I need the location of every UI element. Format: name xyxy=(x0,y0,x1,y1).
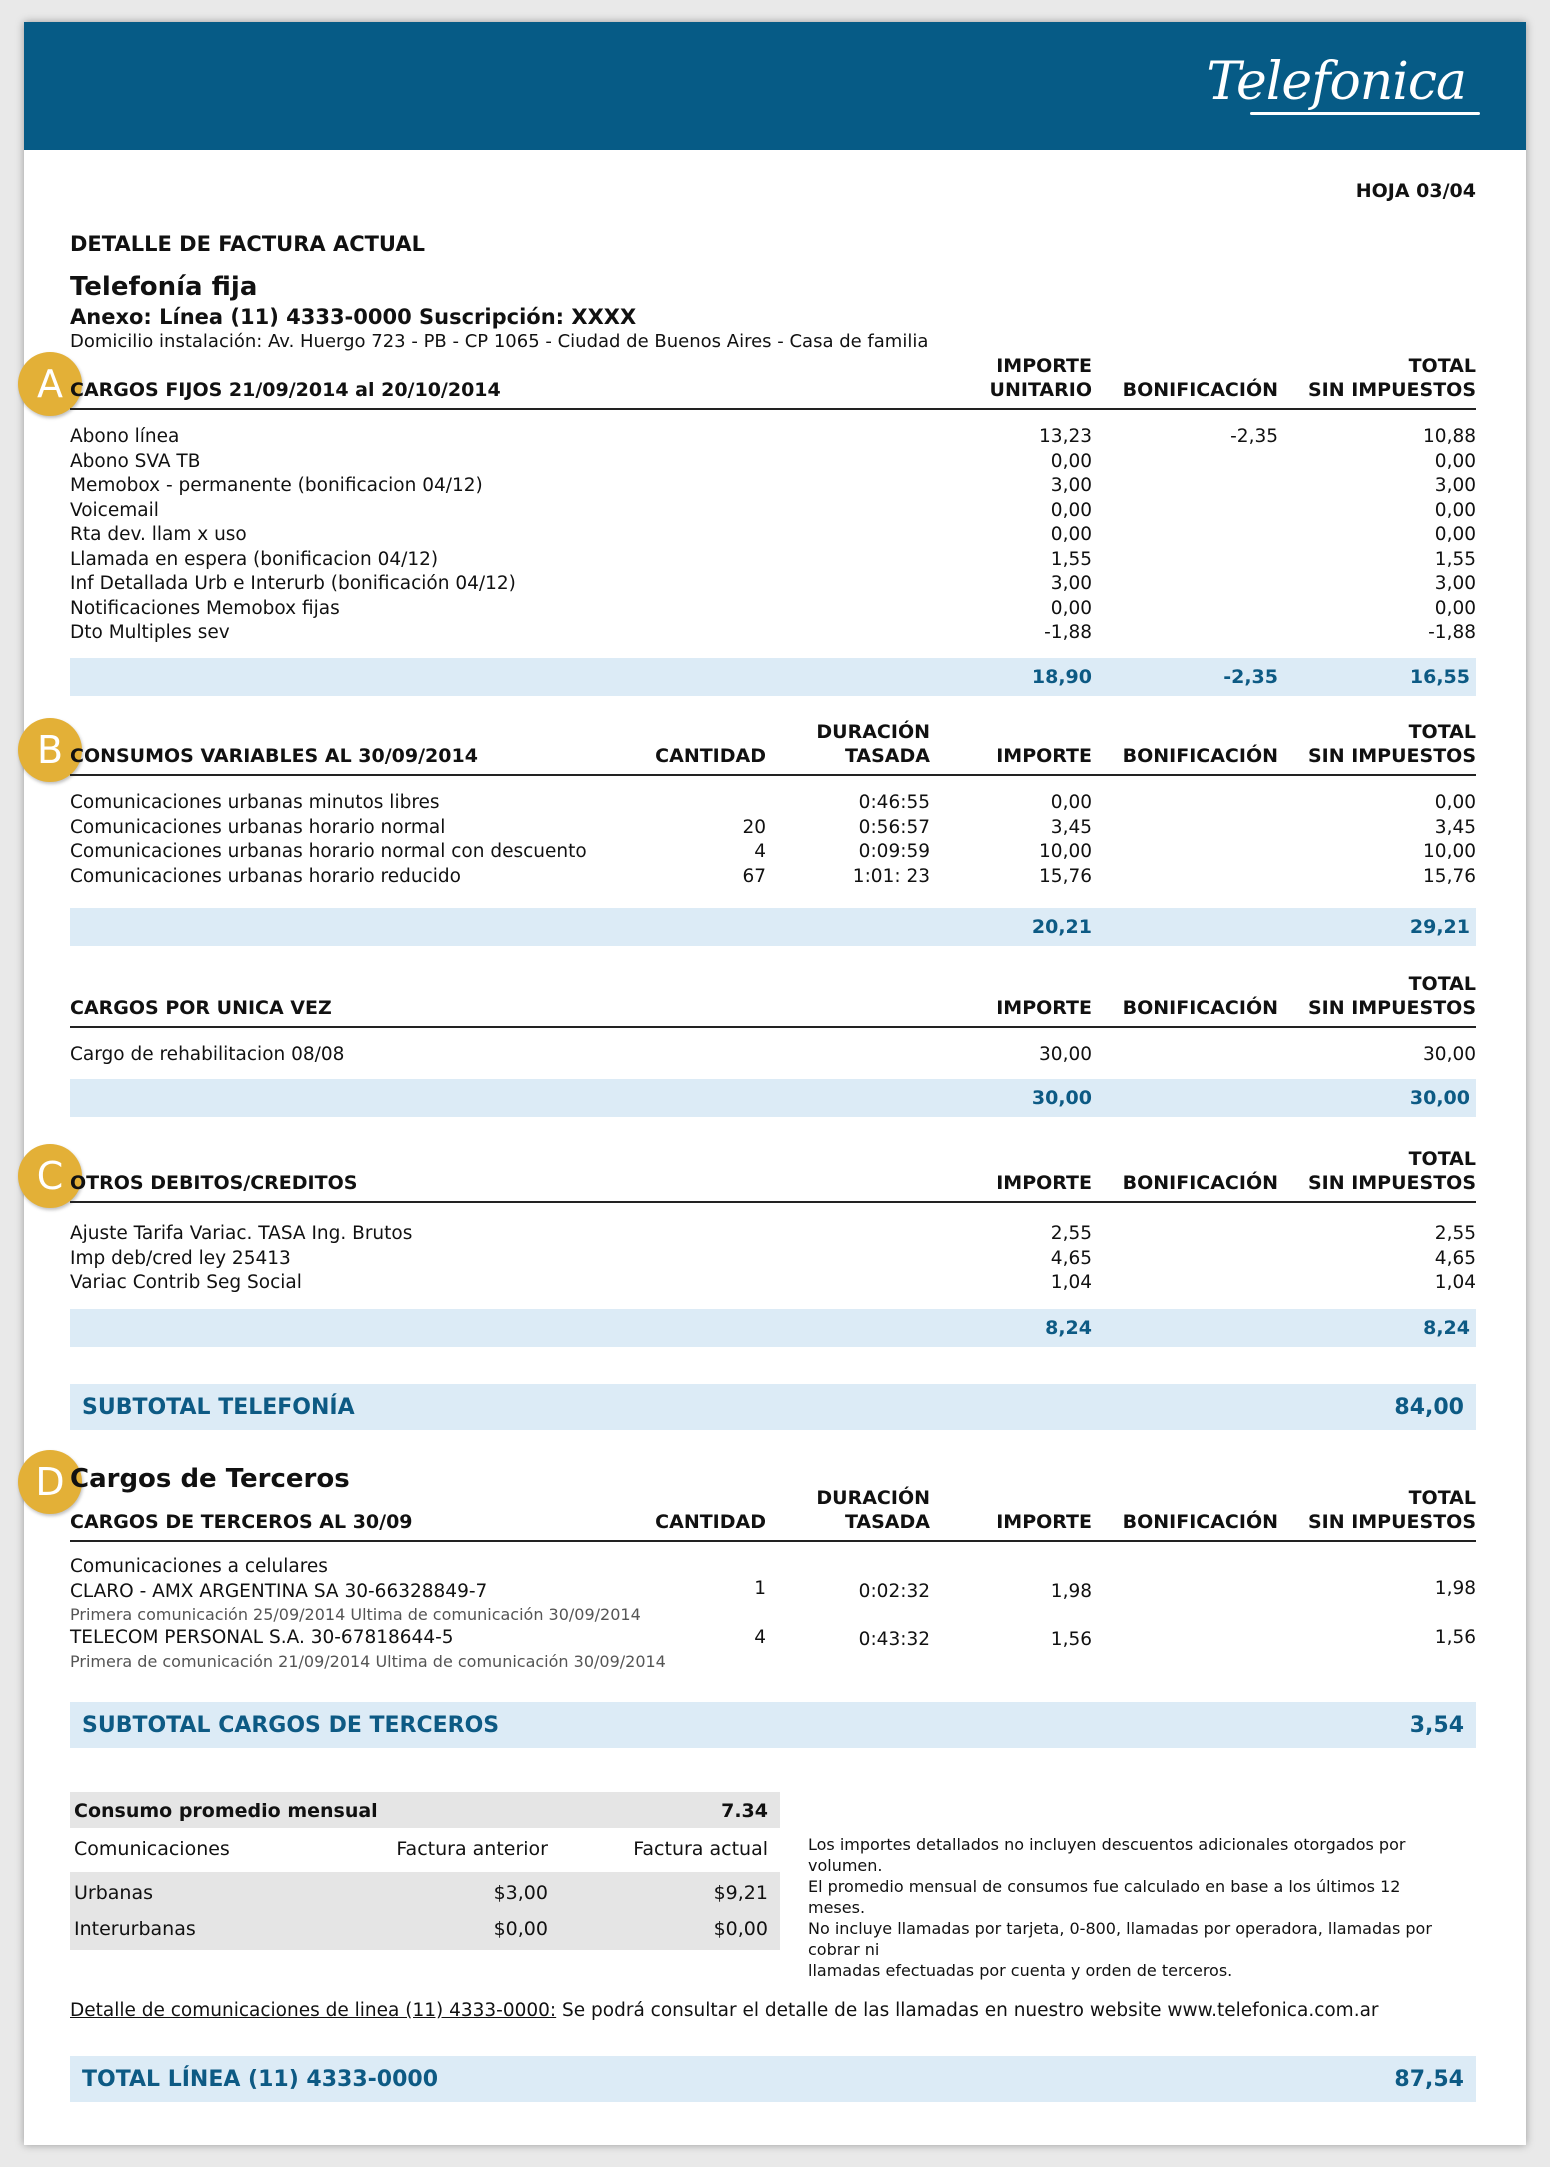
row-label: Comunicaciones urbanas horario normal con descuento xyxy=(70,841,587,862)
sum-amount: 8,24 xyxy=(1045,1316,1092,1339)
line-total xyxy=(70,2056,1476,2102)
subtotal-label: SUBTOTAL TELEFONÍA xyxy=(82,1395,355,1420)
row-total: 0,00 xyxy=(1434,597,1476,619)
sheet-number: HOJA 03/04 xyxy=(1355,180,1476,202)
table-row xyxy=(70,426,1476,451)
table-row xyxy=(70,1044,1476,1069)
other-debits-section xyxy=(70,1148,1476,1347)
table-row xyxy=(70,792,1476,817)
service-title: Telefonía fija xyxy=(70,272,258,302)
row-qty: 4 xyxy=(754,841,766,862)
variable-title: CONSUMOS VARIABLES AL 30/09/2014 xyxy=(70,745,478,767)
average-value: 7.34 xyxy=(721,1800,768,1822)
table-row xyxy=(70,500,1476,525)
col-previous: Factura anterior xyxy=(396,1838,548,1860)
fixed-charges-section xyxy=(70,355,1476,696)
row-label: Dto Multiples sev xyxy=(70,622,230,643)
table-row xyxy=(70,1910,780,1946)
row-label: Memobox - permanente (bonificacion 04/12) xyxy=(70,475,483,496)
row-total: 30,00 xyxy=(1423,1044,1476,1065)
row-label: Notificaciones Memobox fijas xyxy=(70,597,340,619)
col-duration: DURACIÓN TASADA xyxy=(816,1487,930,1533)
table-row xyxy=(70,1223,1476,1248)
col-amount: IMPORTE xyxy=(996,745,1092,767)
col-amount: IMPORTE xyxy=(996,1172,1092,1194)
col-total: TOTAL SIN IMPUESTOS xyxy=(1307,721,1476,767)
row-label: Voicemail xyxy=(70,499,159,521)
row-label: Ajuste Tarifa Variac. TASA Ing. Brutos xyxy=(70,1223,413,1244)
row-total: 3,00 xyxy=(1434,475,1476,496)
row-total: 1,55 xyxy=(1434,548,1476,570)
row-amount: 4,65 xyxy=(1050,1247,1092,1269)
row-label: TELECOM PERSONAL S.A. 30-67818644-5 xyxy=(70,1627,454,1648)
row-unit: 3,00 xyxy=(1050,573,1092,594)
row-amount: 30,00 xyxy=(1039,1044,1092,1065)
variable-header xyxy=(70,721,1476,776)
row-duration: 0:43:32 xyxy=(858,1629,930,1650)
row-amount: 3,45 xyxy=(1050,816,1092,838)
row-label: Variac Contrib Seg Social xyxy=(70,1272,302,1293)
row-total: -1,88 xyxy=(1428,622,1476,643)
col-qty: CANTIDAD xyxy=(655,1511,766,1533)
row-label: CLARO - AMX ARGENTINA SA 30-66328849-7 xyxy=(70,1580,488,1602)
row-unit: 0,00 xyxy=(1050,499,1092,521)
row-total: 0,00 xyxy=(1434,792,1476,813)
logo-underline xyxy=(1250,112,1480,115)
row-unit: 0,00 xyxy=(1050,450,1092,472)
call-detail-line xyxy=(70,2000,1476,2021)
row-duration: 0:02:32 xyxy=(858,1580,930,1602)
col-bonus: BONIFICACIÓN xyxy=(1122,997,1278,1019)
badge-a: A xyxy=(18,352,82,416)
sum-amount: 30,00 xyxy=(1031,1086,1092,1109)
col-communications: Comunicaciones xyxy=(74,1838,230,1860)
badge-d: D xyxy=(18,1450,82,1514)
col-total: TOTAL SIN IMPUESTOS xyxy=(1307,1148,1476,1194)
third-party-heading: Cargos de Terceros xyxy=(70,1464,350,1494)
subtotal-third-party xyxy=(70,1702,1476,1748)
row-total: 2,55 xyxy=(1434,1223,1476,1244)
row-previous: $3,00 xyxy=(493,1882,548,1904)
col-amount: IMPORTE xyxy=(996,997,1092,1019)
other-title: OTROS DEBITOS/CREDITOS xyxy=(70,1172,358,1194)
col-current: Factura actual xyxy=(633,1838,768,1860)
row-duration: 0:09:59 xyxy=(858,841,930,862)
row-amount: 2,55 xyxy=(1050,1223,1092,1244)
row-label: Cargo de rehabilitacion 08/08 xyxy=(70,1044,345,1065)
col-total: TOTAL SIN IMPUESTOS xyxy=(1307,1487,1476,1533)
table-row xyxy=(70,1874,780,1910)
row-label: Abono línea xyxy=(70,426,180,447)
badge-c: C xyxy=(18,1144,82,1208)
document-title: DETALLE DE FACTURA ACTUAL xyxy=(70,232,425,256)
average-rows xyxy=(70,1872,780,1950)
table-row xyxy=(70,475,1476,500)
table-row xyxy=(70,573,1476,598)
table-row xyxy=(70,598,1476,623)
total-label: TOTAL LÍNEA (11) 4333-0000 xyxy=(82,2067,439,2092)
row-total: 10,88 xyxy=(1423,426,1476,447)
call-detail-text: Se podrá consultar el detalle de las llamadas en nuestro website www.telefonica.com.ar xyxy=(556,2000,1379,2021)
sum-total: 16,55 xyxy=(1409,665,1470,688)
average-title: Consumo promedio mensual xyxy=(74,1800,378,1822)
row-current: $0,00 xyxy=(713,1918,768,1940)
row-amount: 1,04 xyxy=(1050,1272,1092,1293)
row-qty: 1 xyxy=(754,1577,766,1599)
row-unit: 3,00 xyxy=(1050,475,1092,496)
table-row xyxy=(70,841,1476,866)
row-total: 1,98 xyxy=(1434,1577,1476,1599)
col-bonus: BONIFICACIÓN xyxy=(1122,1511,1278,1533)
one-time-header xyxy=(70,973,1476,1028)
row-duration: 0:56:57 xyxy=(858,816,930,838)
average-title-row xyxy=(70,1792,780,1828)
row-label: Rta dev. llam x uso xyxy=(70,524,247,545)
row-qty: 67 xyxy=(742,865,766,887)
row-total: 3,45 xyxy=(1434,816,1476,838)
row-total: 10,00 xyxy=(1423,841,1476,862)
sum-bonus: -2,35 xyxy=(1223,665,1278,688)
sum-unit: 18,90 xyxy=(1031,665,1092,688)
sum-amount: 20,21 xyxy=(1031,916,1092,938)
col-amount: IMPORTE xyxy=(996,1511,1092,1533)
row-label: Comunicaciones urbanas minutos libres xyxy=(70,792,440,813)
subtotal-value: 84,00 xyxy=(1394,1395,1464,1420)
fixed-charges-total-row xyxy=(70,658,1476,696)
row-total: 15,76 xyxy=(1423,865,1476,887)
header-bar xyxy=(24,22,1526,150)
table-row xyxy=(70,817,1476,842)
row-previous: $0,00 xyxy=(493,1918,548,1940)
one-time-charges-section xyxy=(70,973,1476,1117)
table-row xyxy=(70,451,1476,476)
subtotal-telefonia xyxy=(70,1384,1476,1430)
row-current: $9,21 xyxy=(713,1882,768,1904)
note-line: El promedio mensual de consumos fue calculado en base a los últimos 12 meses. xyxy=(808,1877,1401,1917)
table-row xyxy=(70,1272,1476,1297)
subtotal-label: SUBTOTAL CARGOS DE TERCEROS xyxy=(82,1713,500,1738)
row-unit: 1,55 xyxy=(1050,548,1092,570)
total-value: 87,54 xyxy=(1394,2067,1464,2092)
row-label: Interurbanas xyxy=(74,1918,196,1940)
row-total: 1,04 xyxy=(1434,1272,1476,1293)
col-qty: CANTIDAD xyxy=(655,745,766,767)
badge-b: B xyxy=(18,718,82,782)
table-row xyxy=(70,622,1476,647)
average-header-row xyxy=(70,1828,780,1872)
note-line: llamadas efectuadas por cuenta y orden de terceros. xyxy=(808,1961,1233,1980)
col-bonus: BONIFICACIÓN xyxy=(1122,1172,1278,1194)
row-total: 3,00 xyxy=(1434,573,1476,594)
sum-total: 30,00 xyxy=(1409,1086,1470,1109)
note-line: Los importes detallados no incluyen descuentos adicionales otorgados por volumen. xyxy=(808,1835,1406,1875)
col-total: TOTAL SIN IMPUESTOS xyxy=(1307,973,1476,1019)
row-bonus: -2,35 xyxy=(1230,426,1278,447)
call-detail-label: Detalle de comunicaciones de linea (11) 4333-0000: xyxy=(70,2000,557,2021)
col-total: TOTAL SIN IMPUESTOS xyxy=(1307,355,1476,401)
disclaimer-note xyxy=(808,1834,1448,1981)
row-note-text: Primera de comunicación 21/09/2014 Ultima de comunicación 30/09/2014 xyxy=(70,1651,666,1671)
row-label: Imp deb/cred ley 25413 xyxy=(70,1247,291,1269)
third-party-title: CARGOS DE TERCEROS AL 30/09 xyxy=(70,1511,413,1533)
row-amount: 10,00 xyxy=(1039,841,1092,862)
row-amount: 1,56 xyxy=(1050,1629,1092,1650)
row-total: 0,00 xyxy=(1434,450,1476,472)
row-unit: 0,00 xyxy=(1050,597,1092,619)
row-qty: 20 xyxy=(742,816,766,838)
one-time-total-row xyxy=(70,1079,1476,1117)
one-time-title: CARGOS POR UNICA VEZ xyxy=(70,997,332,1019)
other-header xyxy=(70,1148,1476,1203)
row-total: 0,00 xyxy=(1434,499,1476,521)
row-duration: 0:46:55 xyxy=(858,792,930,813)
col-duration: DURACIÓN TASADA xyxy=(816,721,930,767)
row-label: Abono SVA TB xyxy=(70,450,201,472)
row-total: 4,65 xyxy=(1434,1247,1476,1269)
row-total: 0,00 xyxy=(1434,524,1476,545)
row-label: Comunicaciones urbanas horario reducido xyxy=(70,865,461,887)
col-bonus: BONIFICACIÓN xyxy=(1122,745,1278,767)
fixed-charges-header xyxy=(70,355,1476,410)
row-amount: 1,98 xyxy=(1050,1580,1092,1602)
row-note xyxy=(70,1605,1476,1627)
table-row xyxy=(70,549,1476,574)
row-unit: -1,88 xyxy=(1044,622,1092,643)
table-row xyxy=(70,1248,1476,1273)
table-row xyxy=(70,1627,1476,1652)
third-party-section xyxy=(70,1487,1476,1674)
subtotal-value: 3,54 xyxy=(1409,1713,1464,1738)
row-label: Inf Detallada Urb e Interurb (bonificación 04/12) xyxy=(70,573,516,594)
group-label xyxy=(70,1556,1476,1581)
sum-total: 8,24 xyxy=(1423,1316,1470,1339)
row-unit: 0,00 xyxy=(1050,524,1092,545)
sum-total: 29,21 xyxy=(1409,916,1470,938)
annex-line: Anexo: Línea (11) 4333-0000 Suscripción: XXXX xyxy=(70,305,637,329)
col-unit-amount: IMPORTE UNITARIO xyxy=(989,355,1092,401)
row-amount: 15,76 xyxy=(1039,865,1092,887)
row-qty: 4 xyxy=(754,1627,766,1648)
install-address: Domicilio instalación: Av. Huergo 723 - PB - CP 1065 - Ciudad de Buenos Aires - Casa de familia xyxy=(70,331,929,352)
row-duration: 1:01: 23 xyxy=(852,865,930,887)
row-label: Comunicaciones urbanas horario normal xyxy=(70,816,446,838)
table-row xyxy=(70,866,1476,891)
note-line: No incluye llamadas por tarjeta, 0-800, llamadas por operadora, llamadas por cobrar ni xyxy=(808,1919,1432,1959)
group-title: Comunicaciones a celulares xyxy=(70,1556,328,1577)
row-note-text: Primera comunicación 25/09/2014 Ultima de comunicación 30/09/2014 xyxy=(70,1605,641,1624)
third-party-header xyxy=(70,1487,1476,1542)
average-consumption-box xyxy=(70,1792,780,1950)
variable-consumption-section xyxy=(70,721,1476,946)
row-label: Urbanas xyxy=(74,1882,154,1904)
col-bonus: BONIFICACIÓN xyxy=(1122,379,1278,401)
variable-total-row xyxy=(70,908,1476,946)
row-total: 1,56 xyxy=(1434,1627,1476,1648)
other-total-row xyxy=(70,1309,1476,1347)
row-unit: 13,23 xyxy=(1039,426,1092,447)
row-label: Llamada en espera (bonificacion 04/12) xyxy=(70,548,439,570)
table-row xyxy=(70,1577,1476,1606)
invoice-page xyxy=(24,22,1526,2145)
row-amount: 0,00 xyxy=(1050,792,1092,813)
fixed-charges-title: CARGOS FIJOS 21/09/2014 al 20/10/2014 xyxy=(70,379,501,401)
fixed-charges-rows xyxy=(70,426,1476,647)
telefonica-logo: Telefonica xyxy=(1206,52,1466,112)
table-row xyxy=(70,524,1476,549)
row-note xyxy=(70,1652,1476,1674)
